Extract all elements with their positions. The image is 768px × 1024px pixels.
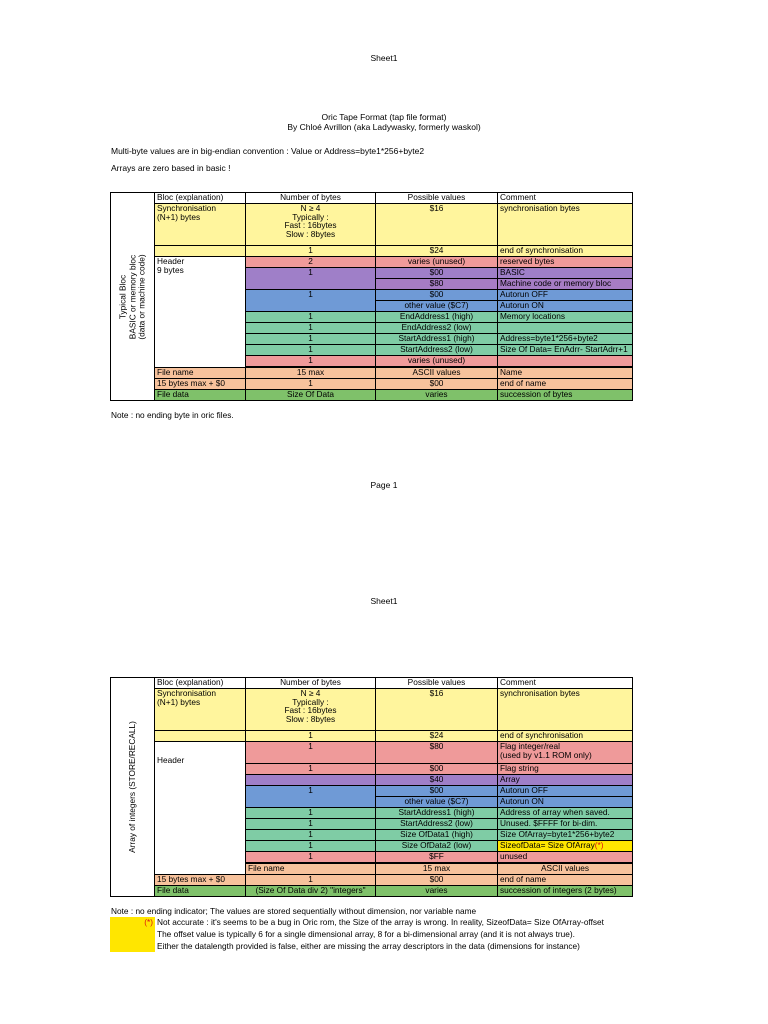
- sync-count-line: Slow : 8bytes: [285, 229, 336, 240]
- filename-end-label: 15 bytes max + $0: [155, 875, 246, 886]
- sync-count-line: N ≥ 4: [300, 688, 321, 698]
- sheet-label-1: Sheet1: [370, 53, 398, 63]
- side-label-line1: Typical Bloc: [117, 274, 128, 319]
- sync-comment: synchronisation bytes: [498, 204, 633, 246]
- autorun-on-value: other value ($C7): [376, 301, 498, 312]
- sync-value: $16: [376, 689, 498, 731]
- unused-count: 1: [246, 852, 376, 863]
- autorun-off-value: $00: [376, 290, 498, 301]
- footnote-line-2: The offset value is typically 6 for a single dimensional array, 8 for a bi-dimensional array (and it is not always true).: [157, 929, 575, 939]
- type-mc-value: $80: [376, 279, 498, 290]
- size-count: 1: [246, 841, 376, 852]
- autorun-off-value: $00: [376, 786, 498, 797]
- type-mc-comment: Machine code or memory bloc: [498, 279, 633, 290]
- mem-value: StartAddress1 (high): [376, 334, 498, 345]
- footnote-line-1: Not accurate : it's seems to be a bug in Oric rom, the Size of the array is wrong. In reality, SizeofData= Size OfArray-offset: [157, 917, 604, 927]
- autorun-on-comment: Autorun ON: [498, 797, 633, 808]
- unused-value: $FF: [376, 852, 498, 863]
- size-comment-text: SizeofData= Size OfArray: [500, 840, 595, 850]
- unused-count: 1: [246, 356, 376, 367]
- filedata-comment: succession of bytes: [498, 390, 633, 401]
- header-comment: Comment: [498, 678, 633, 689]
- autorun-on-value: other value ($C7): [376, 797, 498, 808]
- tape-format-table: [110, 192, 633, 401]
- sync-end-value: $24: [376, 246, 498, 257]
- sync-end-count: 1: [246, 731, 376, 742]
- type-count: 1: [246, 268, 376, 290]
- filedata-value: varies: [376, 886, 498, 897]
- addr-comment: Unused. $FFFF for bi-dim.: [498, 819, 633, 830]
- unused-comment: unused: [498, 852, 633, 863]
- flag-str-value: $00: [376, 764, 498, 775]
- flag-int-comment-cell: [498, 742, 633, 764]
- sync-end-value: $24: [376, 731, 498, 742]
- filedata-count: Size Of Data: [246, 390, 376, 401]
- array-header-label: Header: [155, 742, 246, 875]
- page2-note: Note : no ending indicator; The values are stored sequentially without dimension, nor variable name: [111, 906, 477, 916]
- addr-comment: Address of array when saved.: [498, 808, 633, 819]
- sync-end-count: 1: [246, 246, 376, 257]
- filename-end-count: 1: [246, 379, 376, 390]
- filename-end-value: $00: [376, 875, 498, 886]
- filename-label: File name: [155, 368, 246, 379]
- sync-comment: synchronisation bytes: [498, 689, 633, 731]
- sync-count-line: N ≥ 4: [300, 203, 321, 213]
- array-side-label: Array of integers (STORE/RECALL): [126, 721, 137, 853]
- type-basic-comment: BASIC: [498, 268, 633, 279]
- sync-label-size: (N+1) bytes: [157, 211, 201, 222]
- array-flag-count: [246, 775, 376, 786]
- page-number: Page 1: [370, 480, 398, 490]
- autorun-off-comment: Autorun OFF: [498, 290, 633, 301]
- mem-value: StartAddress2 (low): [376, 345, 498, 356]
- intro-endian: Multi-byte values are in big-endian convention : Value or Address=byte1*256+byte2: [111, 146, 425, 156]
- array-flag-comment: Array: [498, 775, 633, 786]
- filedata-label: File data: [155, 390, 246, 401]
- mem-comment: Address=byte1*256+byte2: [498, 334, 633, 345]
- side-label-cell: [111, 193, 155, 401]
- filename-value: ASCII values: [376, 368, 498, 379]
- side-label-line2: BASIC or memory bloc: [126, 254, 137, 339]
- mem-comment: Memory locations: [498, 312, 633, 323]
- unused-comment: [498, 356, 633, 367]
- filename-count: 15 max: [376, 864, 498, 875]
- filename-value: ASCII values: [498, 864, 633, 875]
- header-bytes: Number of bytes: [246, 678, 376, 689]
- header-label-cell: [155, 257, 246, 368]
- flag-int-note: (used by v1.1 ROM only): [500, 749, 592, 760]
- mem-count: 1: [246, 323, 376, 334]
- mem-value: EndAddress2 (low): [376, 323, 498, 334]
- sync-end-label: [155, 731, 246, 742]
- sync-count-line: Fast : 16bytes: [284, 705, 337, 716]
- header-comment: Comment: [498, 193, 633, 204]
- flag-int-count: 1: [246, 742, 376, 764]
- sync-count-line: Slow : 8bytes: [285, 714, 336, 725]
- addr-count: 1: [246, 819, 376, 830]
- sync-count-line: Fast : 16bytes: [284, 220, 337, 231]
- sync-end-label: [155, 246, 246, 257]
- sync-end-comment: end of synchronisation: [498, 246, 633, 257]
- flag-int-comment: Flag integer/real: [500, 741, 560, 751]
- flag-str-comment: Flag string: [498, 764, 633, 775]
- side-label-line3: (data or machine code): [136, 253, 147, 340]
- header-values: Possible values: [376, 193, 498, 204]
- size-comment: Size OfArray=byte1*256+byte2: [498, 830, 633, 841]
- filename-label: File name: [246, 864, 376, 875]
- mem-value: EndAddress1 (high): [376, 312, 498, 323]
- filedata-label: File data: [155, 886, 246, 897]
- sync-label-cell: [155, 689, 246, 731]
- filename-comment: Name: [498, 368, 633, 379]
- addr-value: StartAddress1 (high): [376, 808, 498, 819]
- asterisk-marker: (*): [594, 840, 604, 850]
- header-bloc: Bloc (explanation): [155, 193, 246, 204]
- reserved-count: 2: [246, 257, 376, 268]
- page1-note: Note : no ending byte in oric files.: [111, 410, 234, 420]
- sync-count-line: Typically :: [292, 696, 329, 707]
- header-bloc: Bloc (explanation): [155, 678, 246, 689]
- size-count: 1: [246, 830, 376, 841]
- filename-end-label: 15 bytes max + $0: [155, 379, 246, 390]
- filename-end-comment: end of name: [498, 875, 633, 886]
- header-values: Possible values: [376, 678, 498, 689]
- unused-value: varies (unused): [376, 356, 498, 367]
- mem-comment: Size Of Data= EnAdrr- StartAdrr+1: [498, 345, 633, 356]
- type-basic-value: $00: [376, 268, 498, 279]
- intro-arrays: Arrays are zero based in basic !: [111, 163, 231, 173]
- autorun-off-comment: Autorun OFF: [498, 786, 633, 797]
- sync-label: Synchronisation: [157, 688, 217, 698]
- addr-count: 1: [246, 808, 376, 819]
- footnote-line-3: Either the datalength provided is false, either are missing the array descriptors in the data (dimensions for instance): [157, 941, 580, 951]
- sync-end-comment: end of synchronisation: [498, 731, 633, 742]
- size-value: Size OfData1 (high): [376, 830, 498, 841]
- array-format-table: [110, 677, 633, 897]
- filedata-comment: succession of integers (2 bytes): [498, 886, 633, 897]
- filename-count: 15 max: [246, 368, 376, 379]
- filename-end-value: $00: [376, 379, 498, 390]
- array-flag-value: $40: [376, 775, 498, 786]
- mem-comment: [498, 323, 633, 334]
- header-bytes: Number of bytes: [246, 193, 376, 204]
- flag-str-count: 1: [246, 764, 376, 775]
- header-label: Header: [157, 256, 185, 266]
- sync-label-cell: [155, 204, 246, 246]
- reserved-value: varies (unused): [376, 257, 498, 268]
- filedata-value: varies: [376, 390, 498, 401]
- addr-value: StartAddress2 (low): [376, 819, 498, 830]
- autorun-count: 1: [246, 290, 376, 312]
- filename-end-count: 1: [246, 875, 376, 886]
- sync-count-cell: [246, 689, 376, 731]
- sync-value: $16: [376, 204, 498, 246]
- header-size: 9 bytes: [157, 264, 184, 275]
- size-comment-highlight: [498, 841, 633, 852]
- sync-label-size: (N+1) bytes: [157, 696, 201, 707]
- reserved-comment: reserved bytes: [498, 257, 633, 268]
- footnote-asterisk: (*): [144, 917, 153, 927]
- mem-count: 1: [246, 334, 376, 345]
- mem-count: 1: [246, 345, 376, 356]
- mem-count: 1: [246, 312, 376, 323]
- size-value: Size OfData2 (low): [376, 841, 498, 852]
- filedata-count: (Size Of Data div 2) "integers": [246, 886, 376, 897]
- footnote-highlight: [110, 917, 155, 952]
- doc-author: By Chloé Avrillon (aka Ladywasky, formerly waskol): [287, 122, 481, 132]
- flag-int-value: $80: [376, 742, 498, 764]
- sync-count-cell: [246, 204, 376, 246]
- filename-end-comment: end of name: [498, 379, 633, 390]
- doc-title: Oric Tape Format (tap file format): [321, 112, 447, 122]
- sync-label: Synchronisation: [157, 203, 217, 213]
- array-side-label-cell: [111, 678, 155, 897]
- autorun-on-comment: Autorun ON: [498, 301, 633, 312]
- sheet-label-2: Sheet1: [370, 596, 398, 606]
- sync-count-line: Typically :: [292, 211, 329, 222]
- autorun-count: 1: [246, 786, 376, 808]
